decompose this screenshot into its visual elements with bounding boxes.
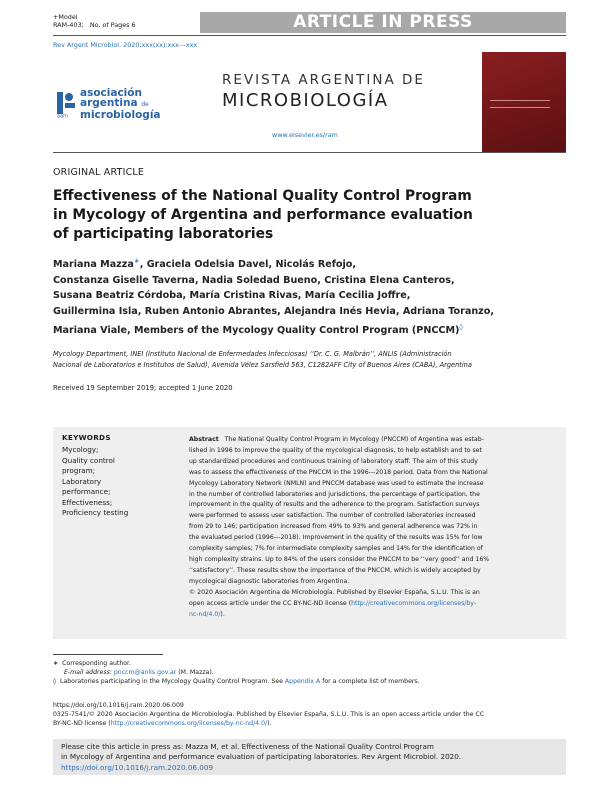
page-count: No. of Pages 6 <box>89 20 136 29</box>
masthead-rule <box>53 152 566 153</box>
abstract-line: lished in 1996 to improve the quality of the mycological diagnosis, to help establish and to set <box>189 446 482 454</box>
ref-id: RAM-403; <box>53 20 84 29</box>
title-line3: of participating laboratories <box>53 226 274 242</box>
appendix-link[interactable]: Appendix A <box>284 678 321 685</box>
abstract-line: from 29 to 146; participation increased from 49% to 93% and general adherence was 72% in <box>189 523 478 531</box>
group-mark-link[interactable]: ◊ <box>459 322 463 331</box>
license-link-cont[interactable]: nc-nd/4.0/ <box>189 610 221 618</box>
abstract-line: complexity samples; 7% for intermediate complexity samples and 14% for the identification of <box>189 545 483 553</box>
authors-line2: Constanza Giselle Taverna, Nadia Soledad Bueno, Cristina Elena Canteros, <box>53 274 455 286</box>
license-line: BY-NC-ND license (http://creativecommons.org/licenses/by-nc-nd/4.0/). <box>53 720 272 727</box>
abstract-line: ‘‘satisfactory’’. These results show the importance of the PNCCM, which is widely accepted by <box>189 566 481 574</box>
abstract-label: Abstract <box>189 436 219 443</box>
logo-mark-text: aam <box>57 113 68 118</box>
keyword-item: Effectiveness; <box>62 497 113 507</box>
aam-logo-icon <box>55 88 77 118</box>
citation-line2: in Mycology of Argentina and performance evaluation of participating laboratories. Rev Argent Microbiol. 2020. <box>61 752 462 762</box>
title-line2: in Mycology of Argentina and performance evaluation <box>53 207 473 223</box>
abstract-line: nc-nd/4.0/). <box>189 610 225 618</box>
journal-url-link[interactable]: www.elsevier.es/ram <box>272 131 338 139</box>
affiliation-line1: Mycology Department, INEI (Instituto Nacional de Enfermedades Infecciosas) ‘‘Dr. C. G. Malbrán’’, ANLIS (Administración <box>53 350 452 358</box>
authors-line5 <box>53 320 553 339</box>
author-first: Mariana Mazza <box>53 259 134 271</box>
abstract-line: were performed to assess user satisfaction. The number of controlled laboratories increased <box>189 512 476 520</box>
abstract-line: open access article under the CC BY-NC-ND license (http://creativecommons.org/licenses/by- <box>189 599 477 607</box>
footnote-mark: ◊ <box>53 678 57 685</box>
email-footnote: E-mail address: pnccm@anlis.gov.ar (M. Mazza). <box>64 669 214 676</box>
abstract-line: up standardized procedures and continuous training of laboratory staff. The aim of this study <box>189 457 478 465</box>
ref-line <box>53 22 136 30</box>
logo-line3: microbiología <box>80 109 161 121</box>
journal-citation: Rev Argent Microbiol. 2020;xxx(xx):xxx---xxx <box>53 41 198 49</box>
abstract-line: © 2020 Asociación Argentina de Microbiología. Published by Elsevier España, S.L.U. This is an <box>189 588 480 596</box>
logo-line2-main: argentina <box>80 97 138 109</box>
abstract-line: improvement in the quality of results and the adherence to the program. Satisfaction surveys <box>189 501 480 509</box>
abstract-line: Mycology Laboratory Network (NMLN) and PNCCM database was used to estimate the increase <box>189 479 484 487</box>
abstract-line: high complexity strains. Up to 84% of the users consider the PNCCM to be ‘‘very good’’ and 16% <box>189 555 490 563</box>
footnote-mark: ∗ <box>53 660 59 667</box>
journal-name-line1: REVISTA ARGENTINA DE <box>222 72 425 88</box>
logo-line2-small: de <box>141 101 149 108</box>
abstract-line: in the number of controlled laboratories and jurisdictions, the percentage of participation, the <box>189 490 480 498</box>
license-link[interactable]: http://creativecommons.org/licenses/by- <box>351 599 477 607</box>
journal-name-line2: MICROBIOLOGÍA <box>222 90 389 111</box>
abstract-line: the evaluated period (1996---2018). Improvement in the quality of the results was 15% for low <box>189 534 483 542</box>
logo-line1: asociación <box>80 87 142 99</box>
keyword-item: program; <box>62 466 96 475</box>
keyword-item: performance; <box>62 487 111 496</box>
affiliation <box>53 349 563 371</box>
model-label: +Model <box>53 13 78 21</box>
title-line1: Effectiveness of the National Quality Control Program <box>53 188 472 204</box>
group-footnote: ◊ Laboratories participating in the Mycology Quality Control Program. See Appendix A for a complete list of members. <box>53 678 420 685</box>
abstract-line: Abstract The National Quality Control Program in Mycology (PNCCM) of Argentina was estab- <box>189 436 484 443</box>
cover-title-lines <box>490 100 550 108</box>
society-logo <box>80 88 161 120</box>
corresponding-footnote: ∗ Corresponding author. <box>53 660 131 667</box>
article-in-press-banner: ARTICLE IN PRESS <box>200 12 566 33</box>
keywords-title: KEYWORDS <box>62 433 111 442</box>
header-meta <box>53 14 136 29</box>
authors-line3: Susana Beatriz Córdoba, María Cristina Rivas, María Cecilia Joffre, <box>53 290 411 302</box>
authors-line1-rest: , Graciela Odelsia Davel, Nicolás Refojo, <box>139 259 357 271</box>
received-dates: Received 19 September 2019; accepted 1 June 2020 <box>53 384 233 392</box>
doi-link[interactable]: https://doi.org/10.1016/j.ram.2020.06.009 <box>53 702 184 709</box>
footnote-rule <box>53 654 163 655</box>
corresponding-mark-link[interactable]: ∗ <box>133 257 140 265</box>
keyword-item: Mycology; <box>62 445 99 454</box>
article-title <box>53 187 493 244</box>
citation-doi-link[interactable]: https://doi.org/10.1016/j.ram.2020.06.009 <box>61 762 214 772</box>
citation-line1: Please cite this article in press as: Mazza M, et al. Effectiveness of the National Quality Control Program <box>61 742 434 751</box>
author-list <box>53 254 553 338</box>
keywords-list <box>62 445 172 519</box>
citation-text <box>61 742 561 773</box>
affiliation-line2: Nacional de Laboratorios e Institutos de Salud), Avenida Vélez Sarsfield 563, C1282AFF City of Buenos Aires (CABA), Argentina <box>53 361 472 369</box>
keyword-item: Proficiency testing <box>62 508 129 517</box>
authors-line4: Guillermina Isla, Ruben Antonio Abrantes, Alejandra Inés Hevia, Adriana Toranzo, <box>53 305 494 317</box>
email-link[interactable]: pnccm@anlis.gov.ar <box>113 669 177 676</box>
keyword-item: Laboratory <box>62 476 102 486</box>
abstract-text <box>189 435 559 620</box>
cc-license-link[interactable]: http://creativecommons.org/licenses/by-nc-nd/4.0/ <box>110 720 268 727</box>
header-rule <box>53 35 566 36</box>
abstract-line: was to assess the effectiveness of the PNCCM in the 1996---2018 period. Data from the National <box>189 468 488 476</box>
abstract-line: mycological diagnostic laboratories from Argentina. <box>189 577 350 585</box>
copyright-line: 0325-7541/© 2020 Asociación Argentina de Microbiología. Published by Elsevier España, S.L.U. This is an open access article under the CC <box>53 711 485 718</box>
section-label: ORIGINAL ARTICLE <box>53 167 145 178</box>
authors-line1 <box>53 254 553 273</box>
authors-line5-text: Mariana Viale, Members of the Mycology Quality Control Program (PNCCM) <box>53 324 460 336</box>
keyword-item: Quality control <box>62 455 115 465</box>
